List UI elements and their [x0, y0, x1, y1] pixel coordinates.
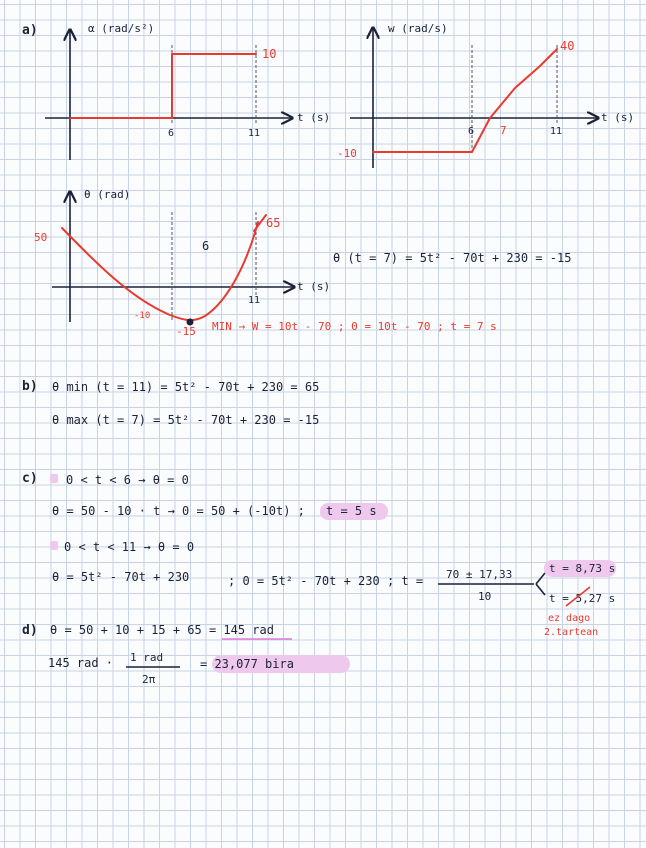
part-c-label: c): [22, 471, 38, 486]
root-1: t = 8,73 s: [549, 562, 616, 575]
part-c-line4a: θ = 5t² - 70t + 230: [52, 570, 190, 584]
part-b-line1: θ min (t = 11) = 5t² - 70t + 230 = 65: [52, 380, 320, 394]
theta-curve: [62, 222, 261, 320]
theta-minus10: -10: [134, 311, 151, 321]
omega-curve: [373, 49, 557, 152]
theta-equation: θ (t = 7) = 5t² - 70t + 230 = -15: [333, 251, 572, 265]
part-d-line2b: = 23,077 bira: [200, 657, 294, 671]
theta-tick-11: 11: [248, 295, 261, 306]
note-line1: ez dago: [548, 613, 591, 624]
theta-minus15: -15: [176, 325, 196, 338]
graph-alpha: [45, 22, 330, 160]
bullet-1: [50, 474, 58, 483]
graph-omega: [337, 22, 634, 168]
min-note: MIN → W = 10t - 70 ; 0 = 10t - 70 ; t = 7 s: [212, 320, 497, 333]
alpha-x-label: t (s): [297, 111, 331, 124]
part-b-line2: θ max (t = 7) = 5t² - 70t + 230 = -15: [52, 413, 320, 427]
part-d-line1: θ = 50 + 10 + 15 + 65 = 145 rad: [50, 623, 274, 637]
note-line2: 2.tartean: [544, 627, 599, 638]
part-a-label: a): [22, 23, 38, 38]
alpha-tick-6: 6: [168, 128, 175, 139]
alpha-tick-11: 11: [248, 128, 261, 139]
frac-c-num: 70 ± 17,33: [446, 568, 513, 581]
alpha-y-label: α (rad/s²): [88, 22, 155, 35]
theta-x-label: t (s): [297, 280, 331, 293]
theta-min-point: [187, 319, 194, 326]
part-d-label: d): [22, 623, 38, 638]
frac-c-den: 10: [478, 590, 492, 603]
theta-y65: 65: [266, 216, 281, 230]
frac-d-den: 2π: [142, 673, 156, 686]
part-c-line3: 0 < t < 11 → θ = 0: [64, 540, 195, 554]
omega-bottom-label: -10: [337, 147, 357, 160]
theta-y50: 50: [34, 231, 48, 244]
omega-top-label: 40: [560, 39, 575, 53]
alpha-curve: [70, 54, 256, 118]
part-c-line2a: θ = 50 - 10 · t → 0 = 50 + (-10t) ;: [52, 504, 305, 518]
part-b-label: b): [22, 379, 38, 394]
alpha-value-label: 10: [262, 47, 277, 61]
omega-tick-6: 6: [468, 126, 475, 137]
root-2: t = 5,27 s: [549, 592, 616, 605]
part-c-line1: 0 < t < 6 → θ = 0: [66, 473, 189, 487]
part-c-line4b: ; 0 = 5t² - 70t + 230 ; t =: [228, 574, 424, 588]
branch-lower: [536, 584, 545, 595]
omega-tick-7: 7: [500, 124, 507, 137]
branch-upper: [536, 573, 545, 584]
omega-x-label: t (s): [601, 111, 635, 124]
theta-region-label: 6: [202, 239, 210, 253]
graph-theta: [34, 188, 330, 338]
bullet-2: [50, 541, 58, 550]
theta-y-label: θ (rad): [84, 188, 131, 201]
omega-tick-11: 11: [550, 126, 563, 137]
part-c-line2b: t = 5 s: [326, 504, 377, 518]
omega-y-label: w (rad/s): [388, 22, 448, 35]
frac-d-num: 1 rad: [130, 651, 164, 664]
part-d-line2a: 145 rad ·: [48, 656, 114, 670]
